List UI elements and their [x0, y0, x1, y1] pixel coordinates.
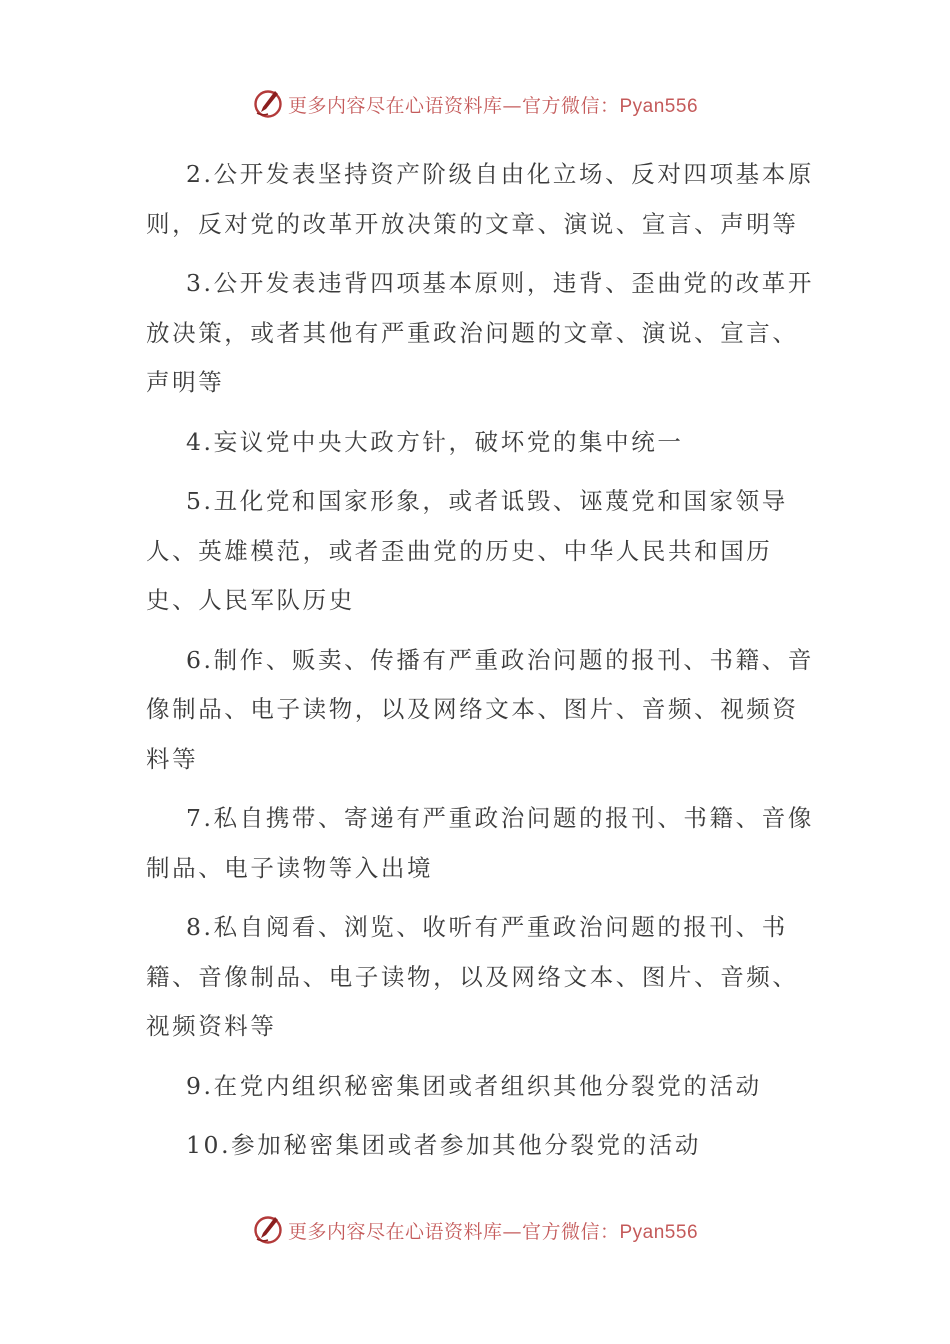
- document-body: [146, 150, 818, 1181]
- list-item-3: 3.公开发表违背四项基本原则，违背、歪曲党的改革开放决策，或者其他有严重政治问题的文章、演说、宣言、声明等: [146, 269, 814, 396]
- header-banner-text: 更多内容尽在心语资料库—官方微信：Pyan556: [287, 94, 699, 117]
- list-item-6: 6.制作、贩卖、传播有严重政治问题的报刊、书籍、音像制品、电子读物，以及网络文本、图片、音频、视频资料等: [146, 645, 814, 773]
- pen-in-circle-icon: [252, 88, 284, 120]
- list-item-9: 9.在党内组织秘密集团或者组织其他分裂党的活动: [186, 1071, 762, 1100]
- list-item-5: 5.丑化党和国家形象，或者诋毁、诬蔑党和国家领导人、英雄模范，或者歪曲党的历史、中华人民共和国历史、人民军队历史: [146, 487, 788, 614]
- list-item-7: 7.私自携带、寄递有严重政治问题的报刊、书籍、音像制品、电子读物等入出境: [146, 804, 814, 882]
- header-banner: [0, 84, 950, 124]
- list-item-4: 4.妄议党中央大政方针，破坏党的集中统一: [186, 427, 684, 456]
- pen-in-circle-icon: [252, 1214, 284, 1246]
- footer-banner: [0, 1210, 950, 1250]
- list-item-2: 2.公开发表坚持资产阶级自由化立场、反对四项基本原则，反对党的改革开放决策的文章、演说、宣言、声明等: [146, 160, 814, 238]
- list-item-10: 10.参加秘密集团或者参加其他分裂党的活动: [186, 1131, 701, 1159]
- footer-banner-text: 更多内容尽在心语资料库—官方微信：Pyan556: [287, 1220, 699, 1243]
- list-item-8: 8.私自阅看、浏览、收听有严重政治问题的报刊、书籍、音像制品、电子读物，以及网络文本、图片、音频、视频资料等: [146, 913, 799, 1040]
